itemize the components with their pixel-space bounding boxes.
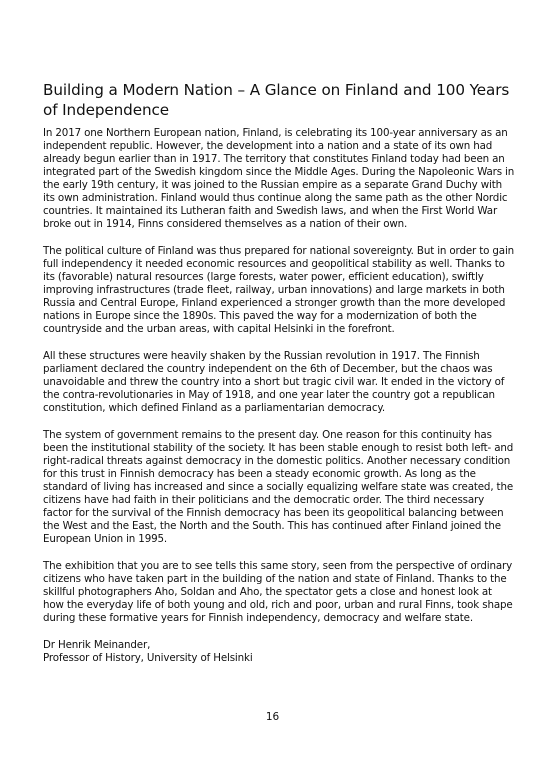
- article-body: [43, 127, 515, 665]
- paragraph: The system of government remains to the present day. One reason for this continuity has been the institutional stability of the society. It has been stable enough to resist both left- and right-radical threats against democracy in the domestic politics. Another necessary condition for this trust in Finnish democracy has been a steady economic growth. As long as the standard of living has increased and since a socially equalizing welfare state was created, the citizens have had faith in their politicians and the democratic order. The third necessary factor for the survival of the Finnish democracy has been its geopolitical balancing between the West and the East, the North and the South. This has continued after Finland joined the European Union in 1995.: [43, 429, 514, 545]
- author-name: Dr Henrik Meinander,: [43, 639, 151, 651]
- paragraph: In 2017 one Northern European nation, Finland, is celebrating its 100-year anniversary as an independent republic. However, the development into a nation and a state of its own had already begun earlier than in 1917. The territory that constitutes Finland today had been an integrated part of the Swedish kingdom since the Middle Ages. During the Napoleonic Wars in the early 19th century, it was joined to the Russian empire as a separate Grand Duchy with its own administration. Finland would thus continue along the same path as the other Nordic countries. It maintained its Lutheran faith and Swedish laws, and when the First World War broke out in 1914, Finns considered themselves as a nation of their own.: [43, 127, 515, 230]
- paragraph: All these structures were heavily shaken by the Russian revolution in 1917. The Finnish parliament declared the country independent on the 6th of December, but the chaos was unavoidable and threw the country into a short but tragic civil war. It ended in the victory of the contra-revolutionaries in May of 1918, and one year later the country got a republican constitution, which defined Finland as a parliamentarian democracy.: [43, 350, 505, 414]
- author-title: Professor of History, University of Helsinki: [43, 652, 253, 664]
- paragraph: The exhibition that you are to see tells this same story, seen from the perspective of ordinary citizens who have taken part in the building of the nation and state of Finland. Thanks to the skillful photographers Aho, Soldan and Aho, the spectator gets a close and honest look at how the everyday life of both young and old, rich and poor, urban and rural Finns, took shape during these formative years for Finnish independency, democracy and welfare state.: [43, 560, 513, 624]
- author-signature: [43, 639, 515, 665]
- page-number: 16: [265, 711, 280, 723]
- paragraph: The political culture of Finland was thus prepared for national sovereignty. But in order to gain full independency it needed economic resources and geopolitical stability as well. Thanks to its (favorable) natural resources (large forests, water power, efficient education), swiftly improving infrastructures (trade fleet, railway, urban innovations) and large markets in both Russia and Central Europe, Finland experienced a stronger growth than the more developed nations in Europe since the 1890s. This paved the way for a modernization of both the countryside and the urban areas, with capital Helsinki in the forefront.: [43, 245, 515, 335]
- document-title: Building a Modern Nation – A Glance on Finland and 100 Years of Independence: [43, 81, 510, 119]
